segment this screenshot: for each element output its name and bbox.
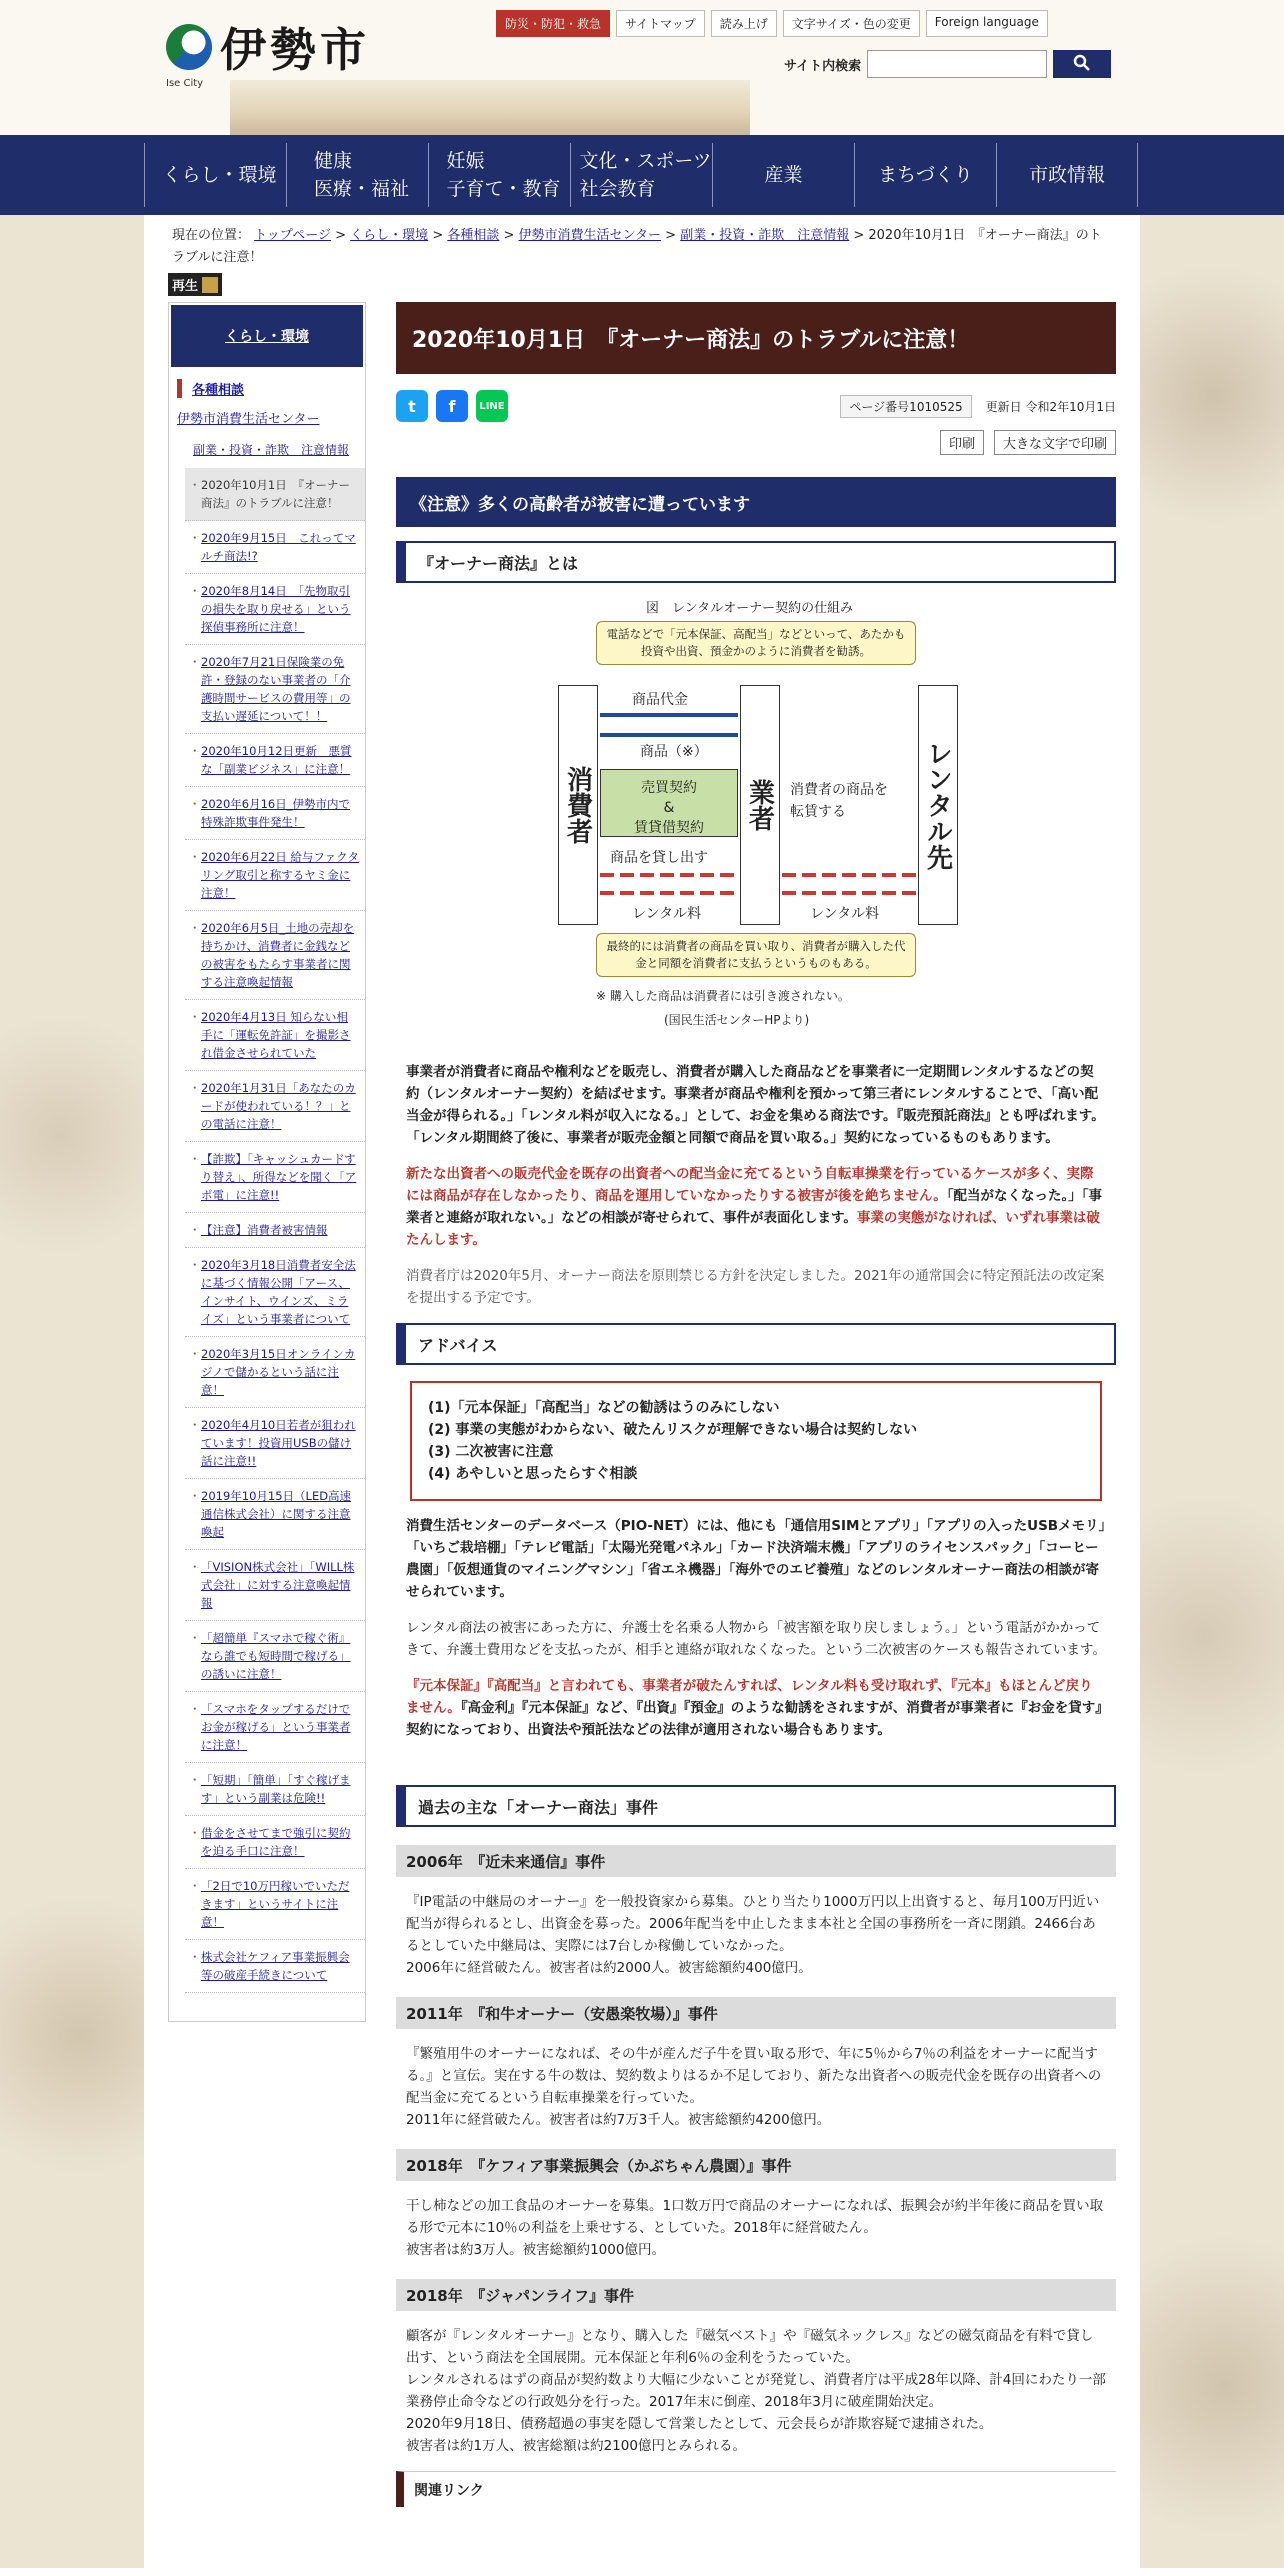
line-icon[interactable]: LINE: [476, 390, 508, 422]
sidebar-item[interactable]: ・ 2020年6月22日 給与ファクタリング取引と称するヤミ金に注意！: [185, 840, 365, 911]
advice-item: (2) 事業の実態がわからない、破たんリスクが理解できない場合は契約しない: [428, 1422, 918, 1438]
site-header: [0, 0, 1284, 135]
sidebar-item[interactable]: ・ 「短期」「簡単」「すぐ稼げます」という副業は危険!!: [185, 1763, 365, 1816]
nav-childcare[interactable]: 妊娠 子育て・教育: [428, 143, 570, 207]
case-body: 『IP電話の中継局のオーナー』を一般投資家から募集。ひとり当たり1000万円以上出資すると、毎月100万円近い配当が得られるとし、出資金を募った。2006年配当を中止したまま本社と全国の事務所を一斉に閉鎖。2466台あるとしていた中継局は、実際には7台しか稼働していなかった。 2006年に経営破たん。被害者は約2000人。被害総額約400億円。: [406, 1894, 1100, 1976]
sidebar-item[interactable]: ・ 「2日で10万円稼いでいただきます」というサイトに注意！: [185, 1869, 365, 1940]
site-search: [784, 50, 1111, 78]
sidebar-list: [185, 468, 365, 1993]
fee-arrow-1: [600, 891, 738, 895]
sidebar-item[interactable]: ・ 2020年7月21日保険業の免許・登録のない事業者の「介護時間サービスの費用等」の支払い遅延について！！: [185, 645, 365, 734]
twitter-icon[interactable]: t: [396, 390, 428, 422]
fee-label-2: レンタル料: [810, 906, 880, 922]
rental-owner-diagram: [396, 597, 1116, 1047]
business-box: 業者: [740, 685, 780, 925]
site-logo[interactable]: [166, 24, 396, 104]
paragraph: レンタル商法の被害にあった方に、弁護士を名乗る人物から「被害額を取り戻しましょう。」という電話がかかってきて、弁護士費用などを支払ったが、相手と連絡が取れなくなった。という二次被害のケースも報告されています。: [406, 1620, 1106, 1658]
search-input[interactable]: [867, 50, 1047, 78]
sidebar-item[interactable]: ・ 【注意】消費者被害情報: [185, 1213, 365, 1248]
rental-arrow: [782, 873, 916, 877]
contract-box: 売買契約 & 賃貸借契約: [600, 769, 738, 837]
nav-living[interactable]: くらし・環境: [144, 143, 286, 207]
price-label: 商品代金: [632, 692, 688, 708]
print-buttons: [396, 430, 1116, 455]
lend-label: 商品を貸し出す: [610, 850, 708, 866]
main-content: [396, 302, 1116, 2507]
sidebar-item[interactable]: ・ 2020年6月16日_伊勢市内で特殊詐欺事件発生！: [185, 787, 365, 840]
case-heading: 2011年 『和牛オーナー（安愚楽牧場）』事件: [396, 1997, 1116, 2029]
diagram-top-note: 電話などで「元本保証、高配当」などといって、あたかも投資や出資、預金かのように消費者を勧誘。: [596, 621, 916, 665]
play-icon: [202, 277, 218, 293]
advice-box: [410, 1381, 1102, 1501]
sidebar-item[interactable]: ・ 「VISION株式会社」「WILL株式会社」に対する注意喚起情報: [185, 1550, 365, 1621]
nav-culture[interactable]: 文化・スポーツ 社会教育: [570, 143, 712, 207]
print-large-button[interactable]: 大きな文字で印刷: [994, 430, 1116, 455]
nav-industry[interactable]: 産業: [712, 143, 854, 207]
fee-label-1: レンタル料: [632, 906, 702, 922]
sidebar-item[interactable]: ・ 2019年10月15日（LED高速通信株式会社）に関する注意喚起: [185, 1479, 365, 1550]
advice-item: (4) あやしいと思ったらすぐ相談: [428, 1466, 638, 1482]
breadcrumb-link[interactable]: 伊勢市消費生活センター: [518, 228, 662, 243]
nav-health[interactable]: 健康 医療・福祉: [286, 143, 428, 207]
paragraph: 消費者庁は2020年5月、オーナー商法を原則禁じる方針を決定しました。2021年の通常国会に特定預託法の改定案を提出する予定です。: [406, 1268, 1105, 1306]
resell-label: 消費者の商品を 転賃する: [790, 782, 888, 820]
sidebar-head[interactable]: くらし・環境: [171, 305, 363, 367]
text-size-link[interactable]: 文字サイズ・色の変更: [783, 10, 920, 37]
fee-arrow-2: [782, 891, 916, 895]
page-number: ページ番号1010525: [840, 395, 971, 418]
paragraph: 消費生活センターのデータベース（PIO-NET）には、他にも「通信用SIMとアプリ」「アプリの入ったUSBメモリ」「いちご栽培棚」「テレビ電話」「太陽光発電パネル」「カード決済端末機」「アプリのライセンスパック」「コーヒー農園」「仮想通貨のマイニングマシン」「省エネ機器」「海外でのエビ養殖」などのレンタルオーナー商法の相談が寄せられています。: [406, 1518, 1106, 1600]
facebook-icon[interactable]: f: [436, 390, 468, 422]
warning-text: 『元本保証』『高配当』と言われても、事業者が破たんすれば、レンタル料も受け取れず、『元本』もほとんど戻りません。: [406, 1678, 1093, 1716]
case-heading: 2006年 『近未来通信』事件: [396, 1845, 1116, 1877]
breadcrumb-link[interactable]: 副業・投資・詐欺 注意情報: [680, 228, 850, 243]
breadcrumb-link[interactable]: くらし・環境: [350, 228, 429, 243]
sidebar-item[interactable]: ・ 2020年9月15日 これってマルチ商法!?: [185, 521, 365, 574]
sidebar-item[interactable]: ・ 借金をさせてまで強引に契約を迫る手口に注意！: [185, 1816, 365, 1869]
case-heading: 2018年 『ケフィア事業振興会（かぶちゃん農園）』事件: [396, 2149, 1116, 2181]
diagram-caption: 図 レンタルオーナー契約の仕組み: [646, 601, 854, 616]
subsection-heading: 『オーナー商法』とは: [396, 541, 1116, 583]
sidebar-item[interactable]: ・ 2020年8月14日 「先物取引の損失を取り戻せる」という探偵事務所に注意！: [185, 574, 365, 645]
search-button[interactable]: [1053, 50, 1111, 78]
page-title: 2020年10月1日 『オーナー商法』のトラブルに注意！: [396, 302, 1116, 374]
breadcrumb-prefix: 現在の位置：: [172, 228, 251, 243]
print-button[interactable]: 印刷: [940, 430, 984, 455]
global-nav: [0, 135, 1284, 215]
sidebar-item[interactable]: ・ 2020年3月18日消費者安全法に基づく情報公開「アース、インサイト、ウインズ、ミライズ」という事業者について: [185, 1248, 365, 1337]
page-info: [840, 395, 1116, 418]
replay-button[interactable]: [168, 273, 222, 296]
sidebar-item[interactable]: ・ 2020年1月31日「あなたのカードが使われている！？」との電話に注意！: [185, 1071, 365, 1142]
related-links-heading: 関連リンク: [396, 2471, 1116, 2507]
goods-label: 商品（※）: [640, 744, 708, 760]
sidebar-item[interactable]: ・ 株式会社ケフィア事業振興会等の破産手続きについて: [185, 1940, 365, 1993]
subsection-heading: アドバイス: [396, 1323, 1116, 1365]
read-aloud-link[interactable]: 読み上げ: [711, 10, 777, 37]
breadcrumb-current: 2020年10月1日 『オーナー商法』のトラブルに注意！: [172, 228, 1102, 265]
updated-date: 更新日 令和2年10月1日: [985, 399, 1116, 414]
consumer-box: 消費者: [558, 685, 598, 925]
sidebar-category[interactable]: 各種相談: [177, 379, 357, 398]
breadcrumb-link[interactable]: トップページ: [254, 228, 331, 243]
subsection-heading: 過去の主な「オーナー商法」事件: [396, 1785, 1116, 1827]
goods-arrow: [600, 733, 738, 737]
sidebar-item[interactable]: ・ 2020年4月10日若者が狙われています！投資用USBの儲け話に注意!!: [185, 1408, 365, 1479]
city-emblem-icon: [166, 24, 212, 70]
nav-government[interactable]: 市政情報: [996, 143, 1138, 207]
logo-subtitle: Ise City: [166, 78, 204, 89]
meta-row: [396, 390, 1116, 422]
advice-item: (3) 二次被害に注意: [428, 1444, 554, 1460]
warning-text: 事業の実態がなければ、いずれ事業は破たんします。: [406, 1210, 1100, 1248]
search-icon: [1073, 54, 1091, 72]
sidebar-item[interactable]: ・ 「スマホをタップするだけでお金が稼げる」という事業者に注意！: [185, 1692, 365, 1763]
case-heading: 2018年 『ジャパンライフ』事件: [396, 2279, 1116, 2311]
sidebar-item-current: ・ 2020年10月1日 『オーナー商法』のトラブルに注意！: [185, 468, 365, 521]
lend-arrow: [600, 873, 738, 877]
sidebar: [168, 302, 366, 2022]
diagram-bottom-note: 最終的には消費者の商品を買い取り、消費者が購入した代金と同額を消費者に支払うというものもある。: [596, 933, 916, 977]
search-label: サイト内検索: [784, 58, 862, 74]
breadcrumb-link[interactable]: 各種相談: [447, 228, 500, 243]
sidebar-center-link[interactable]: 伊勢市消費生活センター: [177, 412, 320, 427]
paragraph-text: 「配当がなくなった。」「事業者と連絡が取れない。」などの相談が寄せられて、事件が表面化します。: [406, 1188, 1103, 1226]
sitemap-link[interactable]: サイトマップ: [616, 10, 705, 37]
sidebar-item[interactable]: ・ 2020年6月5日_土地の売却を持ちかけ、消費者に金銭などの被害をもたらす事業者に関する注意喚起情報: [185, 911, 365, 1000]
diagram-source: (国民生活センターHPより): [664, 1013, 810, 1027]
sidebar-item[interactable]: ・ 2020年3月15日オンラインカジノで儲かるという話に注意！: [185, 1337, 365, 1408]
warning-text: 新たな出資者への販売代金を既存の出資者への配当金に充てるという自転車操業を行っているケースが多く、実際には商品が存在しなかったり、商品を運用していなかったりする被害が後を絶ちません。: [406, 1166, 1094, 1204]
replay-label: 再生: [172, 279, 199, 294]
section-heading: 《注意》多くの高齢者が被害に遭っています: [396, 477, 1116, 527]
sidebar-item[interactable]: ・ 2020年10月12日更新 悪質な「副業ビジネス」に注意！: [185, 734, 365, 787]
nav-town[interactable]: まちづくり: [854, 143, 996, 207]
paragraph-warning: [396, 1163, 1116, 1251]
paragraph-text: 『高金利』『元本保証』など、『出資』『預金』のような勧誘をされますが、消費者が事業者に『お金を貸す』契約になっており、出資法や預託法などの法律が適用されない場合もあります。: [406, 1700, 1103, 1738]
sidebar-item[interactable]: ・ 2020年4月13日 知らない相手に「運転免許証」を撮影され借金させられていた: [185, 1000, 365, 1071]
foreign-language-link[interactable]: Foreign language: [926, 10, 1048, 37]
paragraph-warning: [396, 1675, 1116, 1741]
logo-text: 伊勢市: [220, 23, 370, 77]
sidebar-subcategory-link[interactable]: 副業・投資・詐欺 注意情報: [193, 443, 350, 457]
case-body: 顧客が『レンタルオーナー』となり、購入した『磁気ベスト』や『磁気ネックレス』などの磁気商品を有料で貸し出す、という商法を全国展開。元本保証と年利6％の金利をうたっていた。 レンタルされるはずの商品が契約数より大幅に少ないことが発覚し、消費者庁は平成28年以降、計4回にわたり一部業務停止命令などの行政処分を行った。2017年末に倒産、2018年3月に破産開始決定。 2020年9月18日、債務超過の事実を隠して営業したとして、元会長らが詐欺容疑で逮捕された。 被害者は約1万人、被害総額は約2100億円とみられる。: [406, 2328, 1106, 2454]
price-arrow: [600, 713, 738, 717]
share-buttons: [396, 390, 508, 422]
advice-item: (1)「元本保証」「高配当」などの勧誘はうのみにしない: [428, 1400, 780, 1416]
emergency-link[interactable]: 防災・防犯・救急: [496, 10, 610, 37]
sidebar-item[interactable]: ・ 「超簡単『スマホで稼ぐ術』なら誰でも短時間で稼げる」の誘いに注意！: [185, 1621, 365, 1692]
case-body: 『繁殖用牛のオーナーになれば、その牛が産んだ子牛を買い取る形で、年に5％から7％の利益をオーナーに配当する。』と宣伝。実在する牛の数は、契約数よりはるか不足しており、新たな出資者への販売代金を既存の出資者への配当金に充てるという自転車操業を行っていた。 2011年に経営破たん。被害者は約7万3千人。被害総額約4200億円。: [406, 2046, 1102, 2128]
case-body: 干し柿などの加工食品のオーナーを募集。1口数万円で商品のオーナーになれば、振興会が約半年後に商品を買い取る形で元本に10％の利益を上乗せする、としていた。2018年に経営破たん。 被害者は約3万人。被害総額約1000億円。: [406, 2198, 1104, 2258]
diagram-footnote: ※ 購入した商品は消費者には引き渡されない。: [596, 989, 850, 1003]
rental-box: レンタル先: [918, 685, 958, 925]
sidebar-item[interactable]: ・ 【詐欺】「キャッシュカードすり替え」、所得などを聞く「アポ電」に注意!!: [185, 1142, 365, 1213]
paragraph: 事業者が消費者に商品や権利などを販売し、消費者が購入した商品などを事業者に一定期間レンタルするなどの契約（レンタルオーナー契約）を結ばせます。事業者が商品や権利を預かって第三者にレンタルすることで、「高い配当金が得られる。」「レンタル料が収入になる。」として、お金を集める商法です。『販売預託商法』とも呼ばれます。「レンタル期間終了後に、事業者が販売金額と同額で商品を買い取る。」契約になっているものもあります。: [406, 1064, 1105, 1146]
breadcrumb: 現在の位置： トップページ > くらし・環境 > 各種相談 > 伊勢市消費生活センター > 副業・投資・詐欺 注意情報 > 2020年10月1日 『オーナー商法』のトラブルに注意！: [172, 228, 1102, 265]
utility-links: [496, 10, 1048, 37]
